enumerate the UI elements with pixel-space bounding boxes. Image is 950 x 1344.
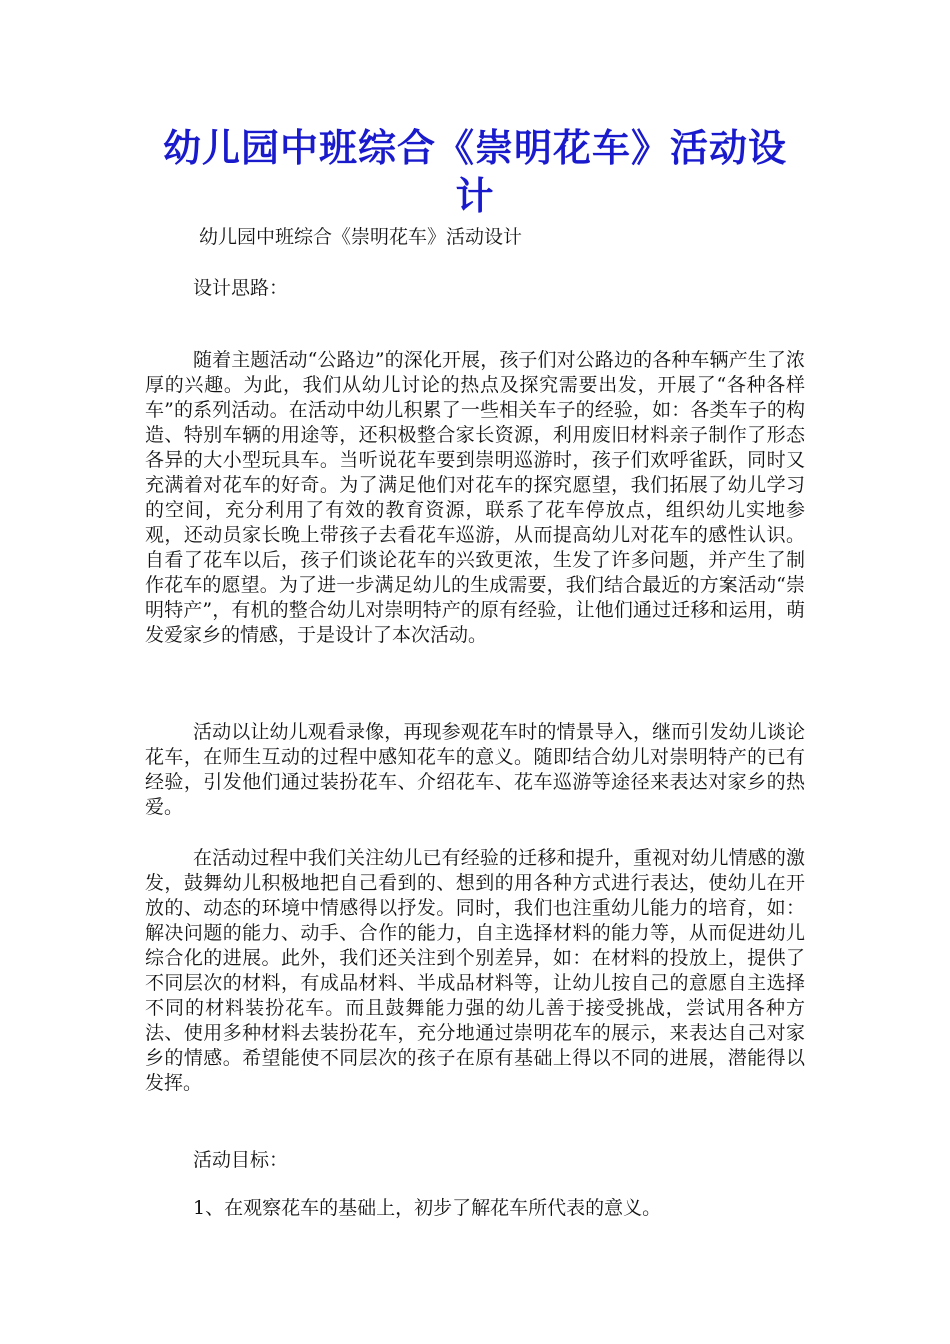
- document-subtitle: 幼儿园中班综合《崇明花车》活动设计: [199, 226, 523, 248]
- goal-item-1: 1、在观察花车的基础上，初步了解花车所代表的意义。: [193, 1197, 662, 1219]
- paragraph-design-idea-1: 随着主题活动“公路边”的深化开展，孩子们对公路边的各种车辆产生了浓厚的兴趣。为此，我们从幼儿讨论的热点及探究需要出发，开展了“各种各样车”的系列活动。在活动中幼儿积累了一些相关车子的经验，如：各类车子的构造、特别车辆的用途等，还积极整合家长资源，利用废旧材料亲子制作了形态各异的大小型玩具车。当听说花车要到崇明巡游时，孩子们欢呼雀跃，同时又充满着对花车的好奇。为了满足他们对花车的探究愿望，我们拓展了幼儿学习的空间，充分利用了有效的教育资源，联系了花车停放点，组织幼儿实地参观，还动员家长晚上带孩子去看花车巡游，从而提高幼儿对花车的感性认识。自看了花车以后，孩子们谈论花车的兴致更浓，生发了许多问题，并产生了制作花车的愿望。为了进一步满足幼儿的生成需要，我们结合最近的方案活动“崇明特产”，有机的整合幼儿对崇明特产的原有经验，让他们通过迁移和运用，萌发爱家乡的情感，于是设计了本次活动。: [145, 349, 805, 646]
- section-heading-goals: 活动目标：: [193, 1149, 289, 1171]
- paragraph-design-idea-3: 在活动过程中我们关注幼儿已有经验的迁移和提升，重视对幼儿情感的激发，鼓舞幼儿积极地把自己看到的、想到的用各种方式进行表达，使幼儿在开放的、动态的环境中情感得以抒发。同时，我们也注重幼儿能力的培育，如：解决问题的能力、动手、合作的能力，自主选择材料的能力等，从而促进幼儿综合化的进展。此外，我们还关注到个别差异，如：在材料的投放上，提供了不同层次的材料，有成品材料、半成品材料等，让幼儿按自己的意愿自主选择不同的材料装扮花车。而且鼓舞能力强的幼儿善于接受挑战，尝试用各种方法、使用多种材料去装扮花车，充分地通过崇明花车的展示，来表达自己对家乡的情感。希望能使不同层次的孩子在原有基础上得以不同的进展，潜能得以发挥。: [145, 847, 805, 1094]
- paragraph-design-idea-2: 活动以让幼儿观看录像，再现参观花车时的情景导入，继而引发幼儿谈论花车，在师生互动的过程中感知花车的意义。随即结合幼儿对崇明特产的已有经验，引发他们通过装扮花车、介绍花车、花车巡游等途径来表达对家乡的热爱。: [145, 721, 805, 818]
- document-title: 幼儿园中班综合《崇明花车》活动设计: [162, 125, 787, 218]
- section-heading-design-idea: 设计思路：: [193, 277, 289, 299]
